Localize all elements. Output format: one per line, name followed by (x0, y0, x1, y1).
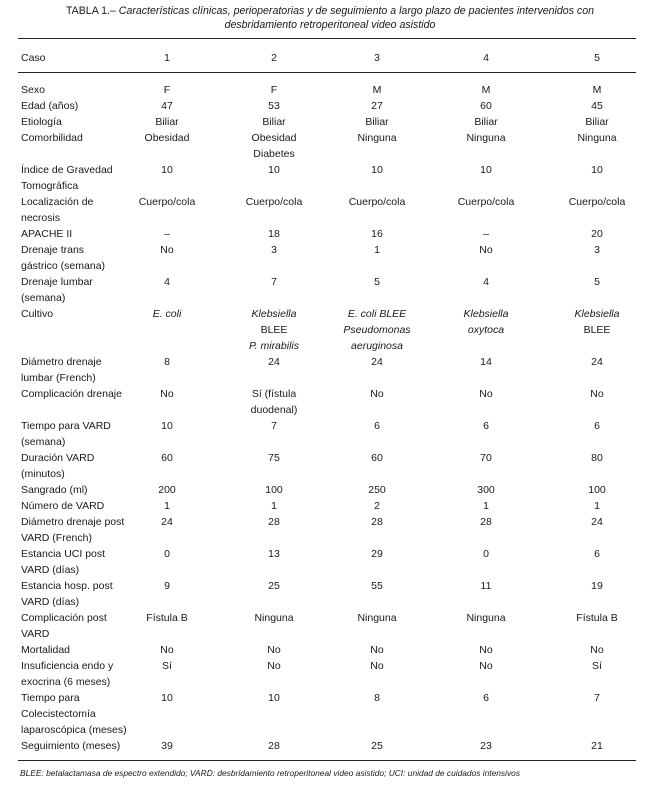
table-cell: E. coli (152, 308, 182, 320)
table-cell: E. coli BLEE (347, 308, 407, 320)
table-cell: – (483, 228, 489, 240)
table-cell: 23 (480, 740, 492, 752)
table-cell: Pseudomonas (343, 324, 411, 336)
table-cell: No (479, 644, 493, 656)
table-cell: Ninguna (357, 132, 397, 144)
row-label: APACHE II (21, 228, 73, 240)
table-cell: No (370, 660, 384, 672)
row-label: Edad (años) (21, 100, 79, 112)
table-cell: 10 (591, 164, 603, 176)
table-cell: No (160, 244, 174, 256)
table-cell: No (479, 660, 493, 672)
header-case-1: 1 (164, 52, 170, 64)
table-cell: 3 (594, 244, 600, 256)
table-cell: 1 (271, 500, 277, 512)
table-cell: Ninguna (466, 612, 506, 624)
row-label: Colecistectomía (21, 708, 96, 720)
table-cell: No (160, 388, 174, 400)
table-cell: Sí (fístula (251, 388, 297, 400)
row-label: Localización de (21, 196, 94, 208)
table-cell: No (479, 244, 493, 256)
table-cell: Cuerpo/cola (457, 196, 515, 208)
table-cell: Cuerpo/cola (348, 196, 406, 208)
table-cell: Biliar (474, 116, 498, 128)
table-cell: 24 (591, 356, 603, 368)
row-label: Seguimiento (meses) (21, 740, 121, 752)
table-cell: 4 (483, 276, 489, 288)
table-cell: 53 (268, 100, 280, 112)
table-cell: No (590, 388, 604, 400)
table-cell: 25 (268, 580, 280, 592)
table-cell: No (160, 644, 174, 656)
table-cell: Sí (162, 660, 172, 672)
table-cell: M (481, 84, 491, 96)
table-cell: 28 (268, 516, 280, 528)
row-label: Índice de Gravedad (21, 164, 113, 176)
table-cell: 7 (271, 276, 277, 288)
table-cell: Biliar (155, 116, 179, 128)
table-cell: 6 (483, 420, 489, 432)
table-cell: Klebsiella (251, 308, 297, 320)
table-cell: Ninguna (357, 612, 397, 624)
table-cell: 10 (268, 692, 280, 704)
table-cell: No (370, 388, 384, 400)
table-cell: 16 (371, 228, 383, 240)
row-label: Estancia UCI post (21, 548, 106, 560)
row-label: Estancia hosp. post (21, 580, 113, 592)
table-caption (20, 4, 640, 32)
table-cell: Ninguna (466, 132, 506, 144)
table-cell: 8 (374, 692, 380, 704)
caption-label: TABLA 1.– (65, 5, 116, 17)
table-cell: oxytoca (467, 324, 505, 336)
table-cell: F (163, 84, 171, 96)
table-cell: 47 (161, 100, 173, 112)
table-cell: 75 (268, 452, 280, 464)
table-cell: 5 (374, 276, 380, 288)
table-cell: 18 (268, 228, 280, 240)
table-cell: 45 (591, 100, 603, 112)
table-cell: 28 (268, 740, 280, 752)
row-label: Tiempo para VARD (21, 420, 111, 432)
table-cell: 200 (158, 484, 176, 496)
table-cell: 6 (594, 420, 600, 432)
table-cell: Fístula B (146, 612, 188, 624)
table-cell: Obesidad (251, 132, 297, 144)
table-cell: 21 (591, 740, 603, 752)
row-label: Diámetro drenaje post (21, 516, 125, 528)
table-cell: 1 (483, 500, 489, 512)
table-cell: 24 (591, 516, 603, 528)
table-cell: 0 (164, 548, 170, 560)
table-cell: 8 (164, 356, 170, 368)
table-cell: duodenal) (250, 404, 298, 416)
header-case-2: 2 (271, 52, 277, 64)
bottom-rule (18, 760, 636, 761)
table-cell: M (372, 84, 382, 96)
table-cell: aeruginosa (351, 340, 403, 352)
table-cell: 250 (368, 484, 386, 496)
row-label: Tomográfica (21, 180, 79, 192)
row-label: Tiempo para (21, 692, 80, 704)
table-cell: Ninguna (577, 132, 617, 144)
table-cell: 24 (268, 356, 280, 368)
table-cell: 28 (480, 516, 492, 528)
table-cell: Sí (592, 660, 602, 672)
table-cell: 10 (161, 164, 173, 176)
table-cell: 9 (164, 580, 170, 592)
table-cell: 6 (374, 420, 380, 432)
table-cell: Ninguna (254, 612, 294, 624)
table-cell: 3 (271, 244, 277, 256)
caption-text-line2: desbridamiento retroperitoneal video asistido (224, 19, 436, 31)
row-label: Diámetro drenaje (21, 356, 102, 368)
table-cell: 28 (371, 516, 383, 528)
header-case-3: 3 (374, 52, 380, 64)
table-cell: 19 (591, 580, 603, 592)
table-cell: 6 (483, 692, 489, 704)
row-label: Drenaje trans (21, 244, 85, 256)
row-label: Sangrado (ml) (21, 484, 88, 496)
row-label: VARD (días) (21, 596, 80, 608)
table-cell: 60 (161, 452, 173, 464)
table-cell: 100 (588, 484, 606, 496)
table-cell: 13 (268, 548, 280, 560)
header-rule (18, 72, 636, 73)
table-cell: F (270, 84, 278, 96)
row-label: VARD (French) (21, 532, 92, 544)
table-cell: 10 (161, 692, 173, 704)
table-cell: 24 (371, 356, 383, 368)
table-cell: Biliar (585, 116, 609, 128)
table-cell: Cuerpo/cola (138, 196, 196, 208)
row-label: Mortalidad (21, 644, 71, 656)
table-cell: 39 (161, 740, 173, 752)
table-cell: 1 (594, 500, 600, 512)
table-cell: Biliar (262, 116, 286, 128)
row-label: VARD (21, 628, 50, 640)
table-cell: BLEE (260, 324, 288, 336)
row-label: Cultivo (21, 308, 54, 320)
table-cell: 0 (483, 548, 489, 560)
table-cell: 300 (477, 484, 495, 496)
table-cell: 80 (591, 452, 603, 464)
row-label: necrosis (21, 212, 61, 224)
table-cell: No (267, 660, 281, 672)
table-cell: 20 (591, 228, 603, 240)
row-label: Número de VARD (21, 500, 105, 512)
table-cell: Biliar (365, 116, 389, 128)
table-cell: M (592, 84, 602, 96)
row-label: Sexo (21, 84, 45, 96)
table-footnote: BLEE: betalactamasa de espectro extendido; VARD: desbridamiento retroperitoneal video asistido; UCI: unidad de cuidados intensivos (20, 768, 521, 778)
row-label: Insuficiencia endo y (21, 660, 114, 672)
table-cell: 4 (164, 276, 170, 288)
caption-text-line1: Características clínicas, perioperatorias y de seguimiento a largo plazo de pacientes intervenidos con (118, 5, 595, 17)
header-case-5: 5 (594, 52, 600, 64)
header-case-4: 4 (483, 52, 489, 64)
header-label: Caso (21, 52, 46, 64)
table-cell: No (479, 388, 493, 400)
table-cell: 60 (480, 100, 492, 112)
table-cell: 14 (480, 356, 492, 368)
table-cell: 7 (271, 420, 277, 432)
table-cell: 55 (371, 580, 383, 592)
table-cell: 2 (374, 500, 380, 512)
table-cell: No (267, 644, 281, 656)
table-cell: 27 (371, 100, 383, 112)
top-rule (18, 38, 636, 39)
row-label: (semana) (21, 436, 66, 448)
row-label: Etiología (21, 116, 62, 128)
table-cell: 10 (268, 164, 280, 176)
table-cell: 10 (371, 164, 383, 176)
row-label: exocrina (6 meses) (21, 676, 111, 688)
table-cell: 60 (371, 452, 383, 464)
table-cell: No (590, 644, 604, 656)
table-cell: 6 (594, 548, 600, 560)
row-label: Complicación drenaje (21, 388, 122, 400)
table-cell: 25 (371, 740, 383, 752)
table-cell: 1 (374, 244, 380, 256)
table-cell: Klebsiella (574, 308, 620, 320)
table-cell: BLEE (583, 324, 611, 336)
row-label: gástrico (semana) (21, 260, 106, 272)
table-cell: Diabetes (253, 148, 295, 160)
table-cell: 100 (265, 484, 283, 496)
table-cell: 24 (161, 516, 173, 528)
table-cell: 10 (480, 164, 492, 176)
row-label: laparoscópica (meses) (21, 724, 127, 736)
row-label: lumbar (French) (21, 372, 96, 384)
table-cell: Klebsiella (463, 308, 509, 320)
table-cell: 5 (594, 276, 600, 288)
table-cell: Fístula B (576, 612, 618, 624)
row-label: Drenaje lumbar (21, 276, 93, 288)
table-cell: No (370, 644, 384, 656)
table-cell: Obesidad (144, 132, 190, 144)
table-cell: 1 (164, 500, 170, 512)
table-cell: 70 (480, 452, 492, 464)
row-label: VARD (días) (21, 564, 80, 576)
row-label: Duración VARD (21, 452, 95, 464)
table-cell: P. mirabilis (249, 340, 299, 352)
row-label: Complicación post (21, 612, 107, 624)
table-cell: Cuerpo/cola (245, 196, 303, 208)
row-label: (minutos) (21, 468, 65, 480)
table-cell: Cuerpo/cola (568, 196, 626, 208)
table-cell: 10 (161, 420, 173, 432)
table-cell: 11 (480, 580, 492, 592)
table-cell: 7 (594, 692, 600, 704)
table-cell: 29 (371, 548, 383, 560)
row-label: Comorbilidad (21, 132, 83, 144)
table-cell: – (164, 228, 170, 240)
row-label: (semana) (21, 292, 66, 304)
